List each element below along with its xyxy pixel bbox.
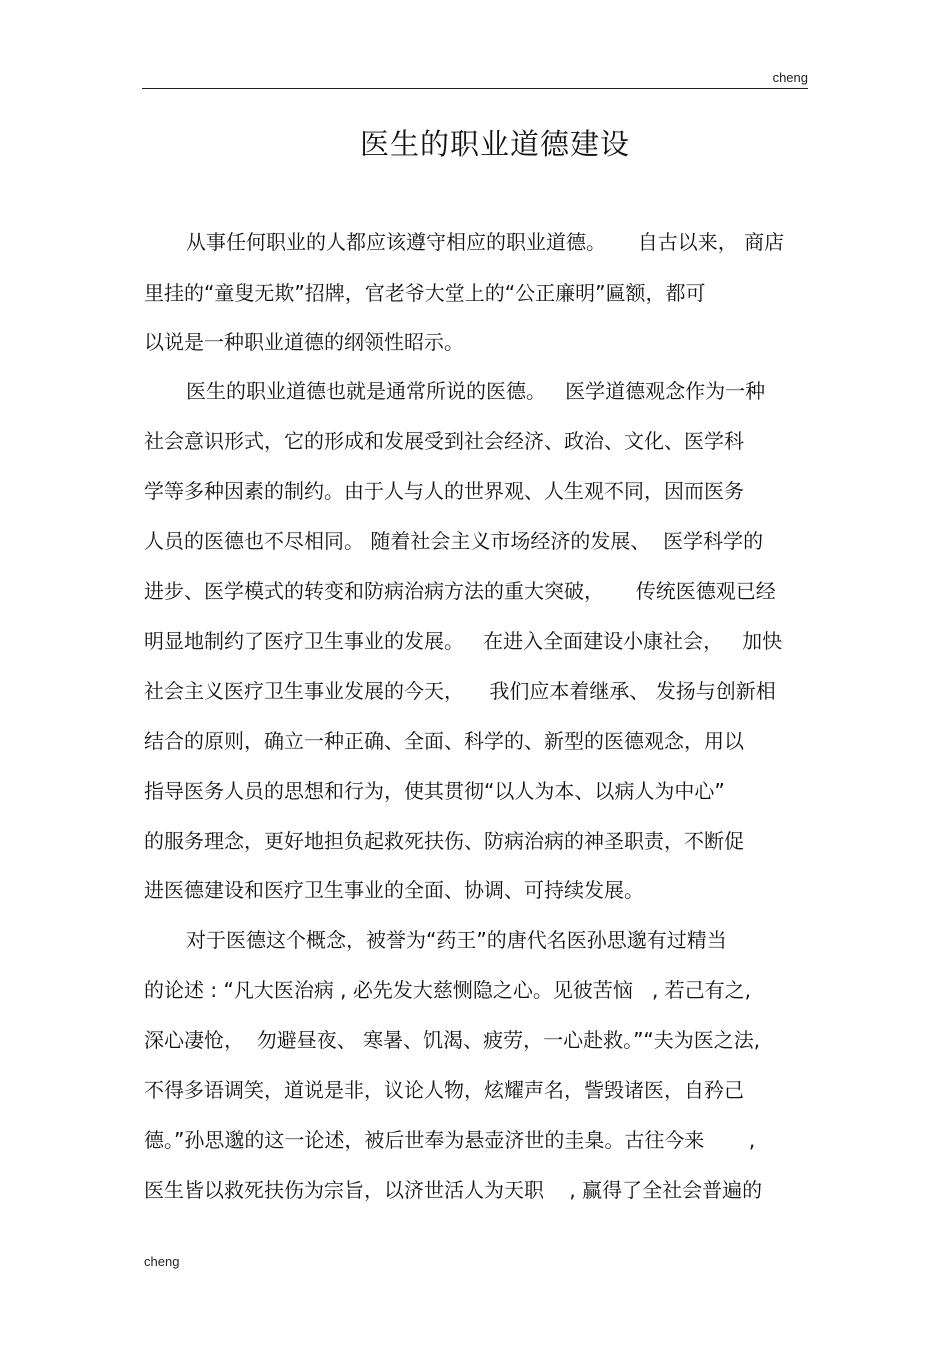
body-line: 医生的职业道德也就是通常所说的医德。 医学道德观念作为一种 — [186, 379, 766, 403]
body-line: 明显地制约了医疗卫生事业的发展。 在进入全面建设小康社会， 加快 — [144, 629, 783, 653]
document-title: 医生的职业道德建设 — [359, 127, 630, 161]
body-line: 进步、医学模式的转变和防病治病方法的重大突破， 传统医德观已经 — [144, 579, 776, 603]
body-line: 德。”孙思邈的这一论述，被后世奉为悬壶济世的圭臬。古往今来 , — [144, 1128, 756, 1152]
body-line: 从事任何职业的人都应该遵守相应的职业道德。 自古以来， 商店 — [186, 230, 785, 254]
header-text: cheng — [772, 70, 808, 85]
body-line: 学等多种因素的制约。由于人与人的世界观、人生观不同，因而医务 — [144, 479, 744, 503]
body-line: 指导医务人员的思想和行为，使其贯彻“以人为本、以病人为中心” — [144, 779, 725, 803]
body-line: 以说是一种职业道德的纲领性昭示。 — [144, 330, 464, 354]
body-line: 的论述 : “凡大医治病 , 必先发大慈恻隐之心。见彼苦恼 , 若己有之, — [144, 978, 752, 1002]
body-line: 不得多语调笑，道说是非，议论人物，炫耀声名，訾毁诸医，自矜己 — [144, 1078, 744, 1102]
body-line: 深心凄怆， 勿避昼夜、 寒暑、饥渴、疲劳，一心赴救。”“夫为医之法, — [144, 1028, 761, 1052]
body-line: 里挂的“童叟无欺”招牌，官老爷大堂上的“公正廉明”匾额，都可 — [144, 281, 706, 305]
body-line: 人员的医德也不尽相同。 随着社会主义市场经济的发展、 医学科学的 — [144, 529, 764, 553]
body-line: 的服务理念，更好地担负起救死扶伤、防病治病的神圣职责，不断促 — [144, 829, 744, 853]
body-line: 社会主义医疗卫生事业发展的今天， 我们应本着继承、 发扬与创新相 — [144, 679, 776, 703]
body-line: 结合的原则，确立一种正确、全面、科学的、新型的医德观念，用以 — [144, 729, 744, 753]
header-divider — [142, 88, 808, 89]
body-line: 对于医德这个概念，被誉为“药王”的唐代名医孙思邈有过精当 — [186, 928, 727, 952]
body-line: 社会意识形式，它的形成和发展受到社会经济、政治、文化、医学科 — [144, 429, 744, 453]
body-line: 进医德建设和医疗卫生事业的全面、协调、可持续发展。 — [144, 878, 644, 902]
body-line: 医生皆以救死扶伤为宗旨，以济世活人为天职 , 赢得了全社会普遍的 — [144, 1178, 763, 1202]
footer-text: cheng — [144, 1254, 180, 1269]
